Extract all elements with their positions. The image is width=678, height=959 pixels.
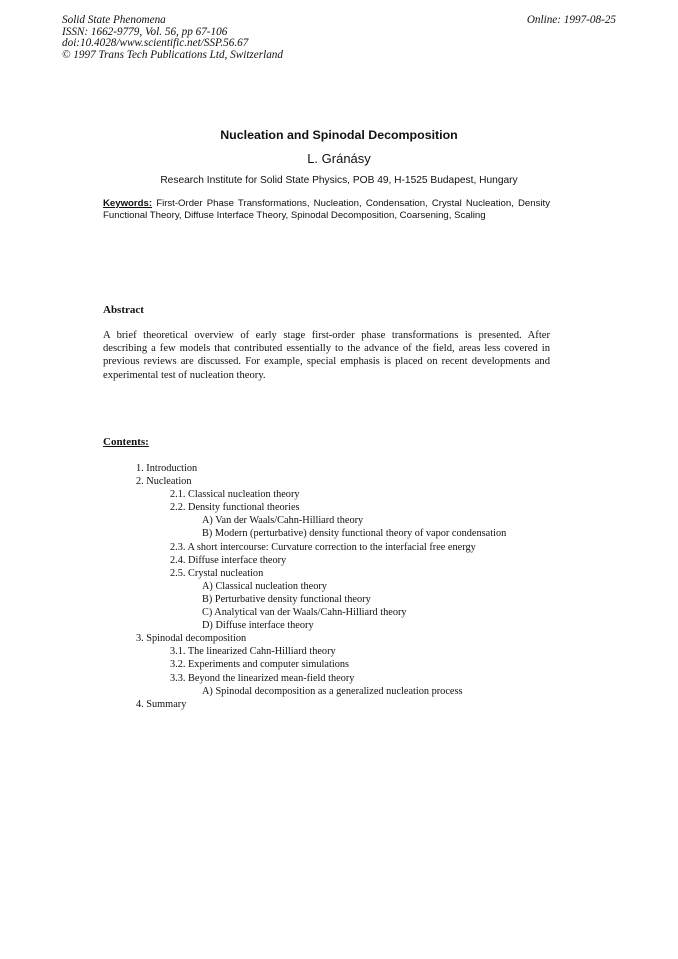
toc-entry: 3.1. The linearized Cahn-Hilliard theory	[170, 646, 336, 658]
toc-entry: 3.3. Beyond the linearized mean-field theory	[170, 672, 355, 684]
toc-entry: A) Spinodal decomposition as a generalized nucleation process	[202, 685, 463, 697]
toc-entry: 4. Summary	[136, 698, 187, 710]
toc-entry: 2.3. A short intercourse: Curvature correction to the interfacial free energy	[170, 541, 476, 553]
doi-line: doi:10.4028/www.scientific.net/SSP.56.67	[62, 37, 249, 50]
copyright-line: © 1997 Trans Tech Publications Ltd, Switzerland	[62, 48, 283, 61]
journal-name: Solid State Phenomena	[62, 14, 166, 26]
toc-entry: A) Van der Waals/Cahn-Hilliard theory	[202, 515, 364, 527]
toc-entry: 2.2. Density functional theories	[170, 502, 300, 514]
toc-entry: B) Modern (perturbative) density functional theory of vapor condensation	[202, 528, 507, 540]
toc-entry: 2.5. Crystal nucleation	[170, 567, 264, 579]
author-affiliation: Research Institute for Solid State Physics, POB 49, H-1525 Budapest, Hungary	[160, 175, 518, 186]
toc-entry: B) Perturbative density functional theory	[202, 593, 371, 605]
toc-entry: 3. Spinodal decomposition	[136, 633, 247, 645]
toc-entry: C) Analytical van der Waals/Cahn-Hilliard theory	[202, 607, 407, 619]
toc-entry: A) Classical nucleation theory	[202, 580, 327, 592]
table-of-contents	[0, 462, 678, 711]
contents-heading: Contents:	[103, 436, 149, 448]
keywords-label: Keywords:	[103, 198, 153, 209]
issn-line: ISSN: 1662-9779, Vol. 56, pp 67-106	[62, 25, 228, 38]
online-date: Online: 1997-08-25	[526, 14, 616, 26]
paper-title: Nucleation and Spinodal Decomposition	[220, 128, 458, 142]
paper-author: L. Gránásy	[307, 151, 371, 166]
toc-entry: 2.1. Classical nucleation theory	[170, 489, 300, 501]
journal-header	[62, 15, 283, 61]
toc-entry: 3.2. Experiments and computer simulations	[170, 659, 350, 671]
abstract-text: A brief theoretical overview of early stage first-order phase transformations is presented. After describing a few models that contributed essentially to the advance of the field, areas less covered in previous reviews are discussed. For example, special emphasis is placed on recent developments and experimental test of nucleation theory.	[103, 330, 550, 381]
toc-entry: D) Diffuse interface theory	[202, 620, 314, 632]
keywords-list: First-Order Phase Transformations, Nucleation, Condensation, Crystal Nucleation, Density Functional Theory, Diffuse Interface Theory, Spinodal Decomposition, Coarsening, Scaling	[103, 198, 550, 221]
toc-entry: 2.4. Diffuse interface theory	[170, 554, 287, 566]
abstract-heading: Abstract	[103, 304, 144, 316]
keywords-block	[103, 198, 550, 221]
toc-entry: 2. Nucleation	[136, 476, 192, 488]
toc-entry: 1. Introduction	[136, 463, 198, 474]
